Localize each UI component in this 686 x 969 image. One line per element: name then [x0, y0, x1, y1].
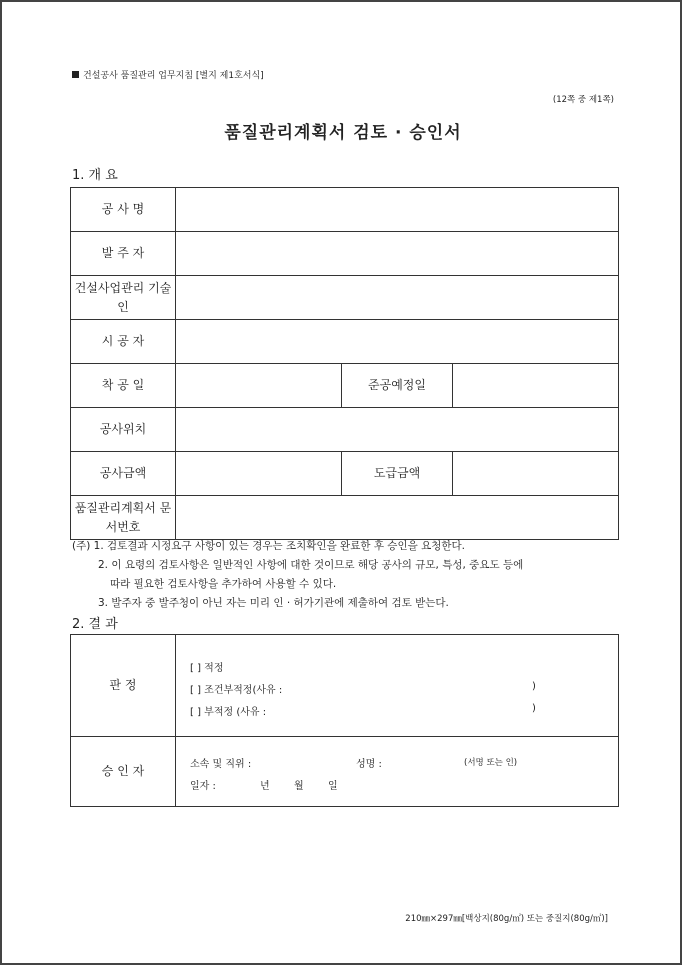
label-document-number: 품질관리계획서 문서번호 [71, 496, 176, 540]
row-document-number [71, 496, 619, 540]
row-approver [71, 737, 619, 807]
row-project-name [71, 188, 619, 232]
label-date: 일자 : [190, 781, 216, 792]
approver-details [176, 737, 619, 807]
field-location[interactable] [176, 408, 619, 452]
row-contractor [71, 320, 619, 364]
row-amounts [71, 452, 619, 496]
row-cm-engineer [71, 276, 619, 320]
label-planned-completion: 준공예정일 [342, 364, 453, 408]
field-cm-engineer[interactable] [176, 276, 619, 320]
row-dates [71, 364, 619, 408]
row-client [71, 232, 619, 276]
judgment-options [176, 635, 619, 737]
form-reference-text: 건설공사 품질관리 업무지침 [별지 제1호서식] [83, 71, 264, 81]
label-month: 월 [294, 781, 304, 792]
field-contractor[interactable] [176, 320, 619, 364]
form-reference [72, 68, 264, 81]
result-table [70, 634, 619, 807]
note-3: 3. 발주자 중 발주청이 아닌 자는 미리 인 · 허가기관에 제출하여 검토 받는다. [98, 597, 449, 609]
notes [72, 537, 620, 613]
page-count: (12쪽 중 제1쪽) [552, 95, 614, 105]
label-contractor: 시 공 자 [71, 320, 176, 364]
field-document-number[interactable] [176, 496, 619, 540]
field-contract-amount[interactable] [453, 452, 619, 496]
label-project-amount: 공사금액 [71, 452, 176, 496]
label-approver: 승 인 자 [71, 737, 176, 807]
row-judgment [71, 635, 619, 737]
label-year: 년 [260, 781, 270, 792]
paper-size-note: 210㎜×297㎜[백상지(80g/㎡) 또는 중질지(80g/㎡)] [405, 914, 608, 924]
row-location [71, 408, 619, 452]
label-cm-engineer: 건설사업관리 기술인 [71, 276, 176, 320]
label-start-date: 착 공 일 [71, 364, 176, 408]
signature-hint: (서명 또는 인) [464, 758, 518, 768]
option-inappropriate[interactable]: [ ] 부적정 (사유 : [190, 707, 267, 718]
label-client: 발 주 자 [71, 232, 176, 276]
field-project-amount[interactable] [176, 452, 342, 496]
label-name: 성명 : [356, 759, 382, 770]
document-title: 품질관리계획서 검토 · 승인서 [224, 123, 462, 143]
field-client[interactable] [176, 232, 619, 276]
paren-close-conditional: ) [532, 681, 536, 692]
section-overview-heading: 1. 개 요 [72, 168, 118, 183]
field-start-date[interactable] [176, 364, 342, 408]
overview-table [70, 187, 619, 540]
field-project-name[interactable] [176, 188, 619, 232]
option-conditional[interactable]: [ ] 조건부적정(사유 : [190, 685, 283, 696]
label-contract-amount: 도급금액 [342, 452, 453, 496]
field-planned-completion[interactable] [453, 364, 619, 408]
section-result-heading: 2. 결 과 [72, 617, 118, 632]
label-project-name: 공 사 명 [71, 188, 176, 232]
note-2: 2. 이 요령의 검토사항은 일반적인 사항에 대한 것이므로 해당 공사의 규모, 특성, 중요도 등에 [98, 559, 524, 571]
note-2-continued: 따라 필요한 검토사항을 추가하여 사용할 수 있다. [110, 578, 337, 590]
label-day: 일 [328, 781, 338, 792]
option-appropriate[interactable]: [ ] 적정 [190, 663, 224, 674]
label-location: 공사위치 [71, 408, 176, 452]
note-1: (주) 1. 검토결과 시정요구 사항이 있는 경우는 조치확인을 완료한 후 승인을 요청한다. [72, 540, 465, 552]
paren-close-inappropriate: ) [532, 703, 536, 714]
square-bullet-icon [72, 71, 79, 78]
label-judgment: 판 정 [71, 635, 176, 737]
label-affiliation: 소속 및 직위 : [190, 759, 252, 770]
